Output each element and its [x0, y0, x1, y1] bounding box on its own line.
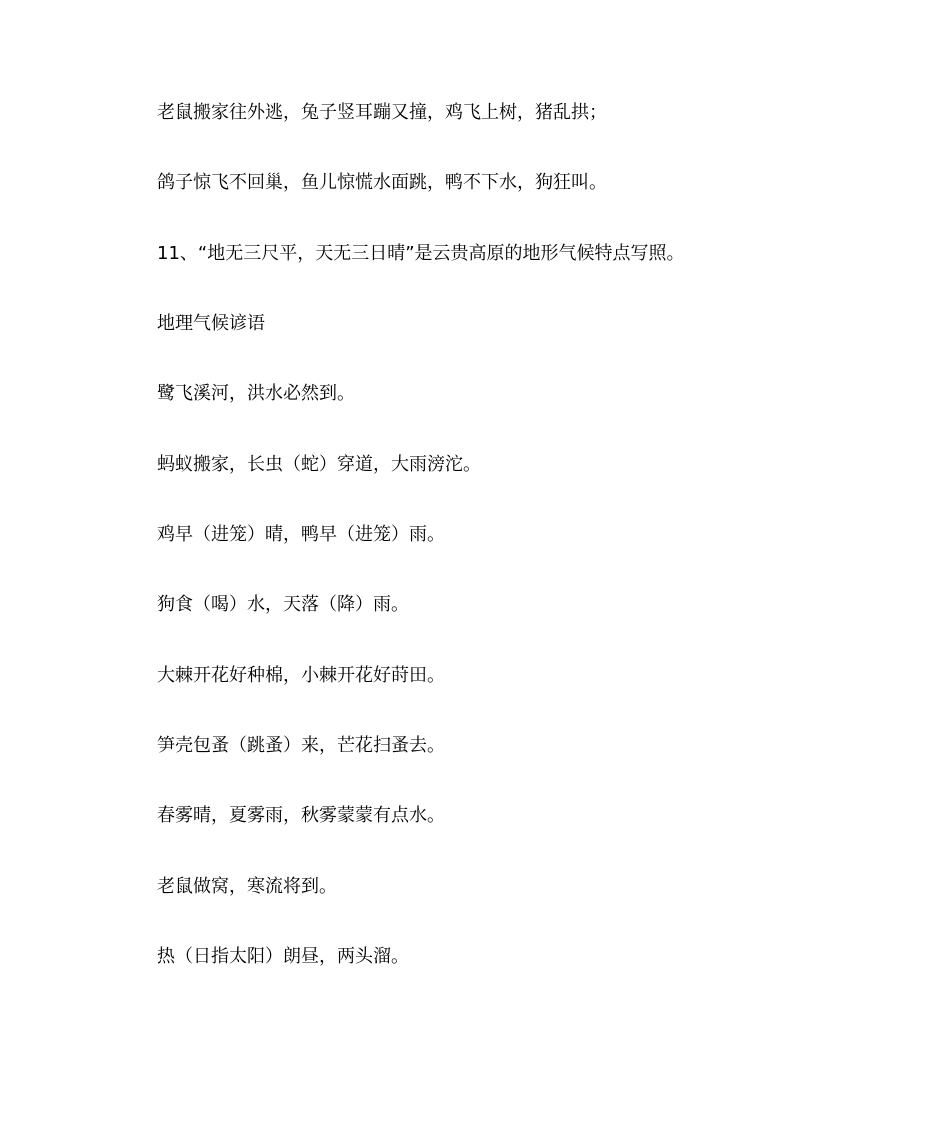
- proverb-line: 老鼠做窝，寒流将到。: [157, 876, 337, 897]
- proverb-line: 鹭飞溪河，洪水必然到。: [157, 383, 355, 404]
- text-line-earthquake-animals-1: 老鼠搬家往外逃，兔子竖耳蹦又撞，鸡飞上树，猪乱拱；: [157, 102, 607, 123]
- proverb-line: 大棘开花好种棉，小棘开花好莳田。: [157, 665, 445, 686]
- proverb-line: 狗食（喝）水，天落（降）雨。: [157, 594, 409, 615]
- proverb-line: 笋壳包蚤（跳蚤）来，芒花扫蚤去。: [157, 735, 445, 756]
- proverb-line: 蚂蚁搬家，长虫（蛇）穿道，大雨滂沱。: [157, 454, 481, 475]
- proverb-line: 春雾晴，夏雾雨，秋雾蒙蒙有点水。: [157, 805, 445, 826]
- proverb-line: 鸡早（进笼）晴，鸭早（进笼）雨。: [157, 524, 445, 545]
- text-line-earthquake-animals-2: 鸽子惊飞不回巢，鱼儿惊慌水面跳，鸭不下水，狗狂叫。: [157, 172, 607, 193]
- section-heading: 地理气候谚语: [157, 313, 265, 334]
- text-line-item-11: 11、“地无三尺平，天无三日晴”是云贵高原的地形气候特点写照。: [157, 243, 685, 264]
- proverb-line: 热（日指太阳）朗昼，两头溜。: [157, 946, 409, 967]
